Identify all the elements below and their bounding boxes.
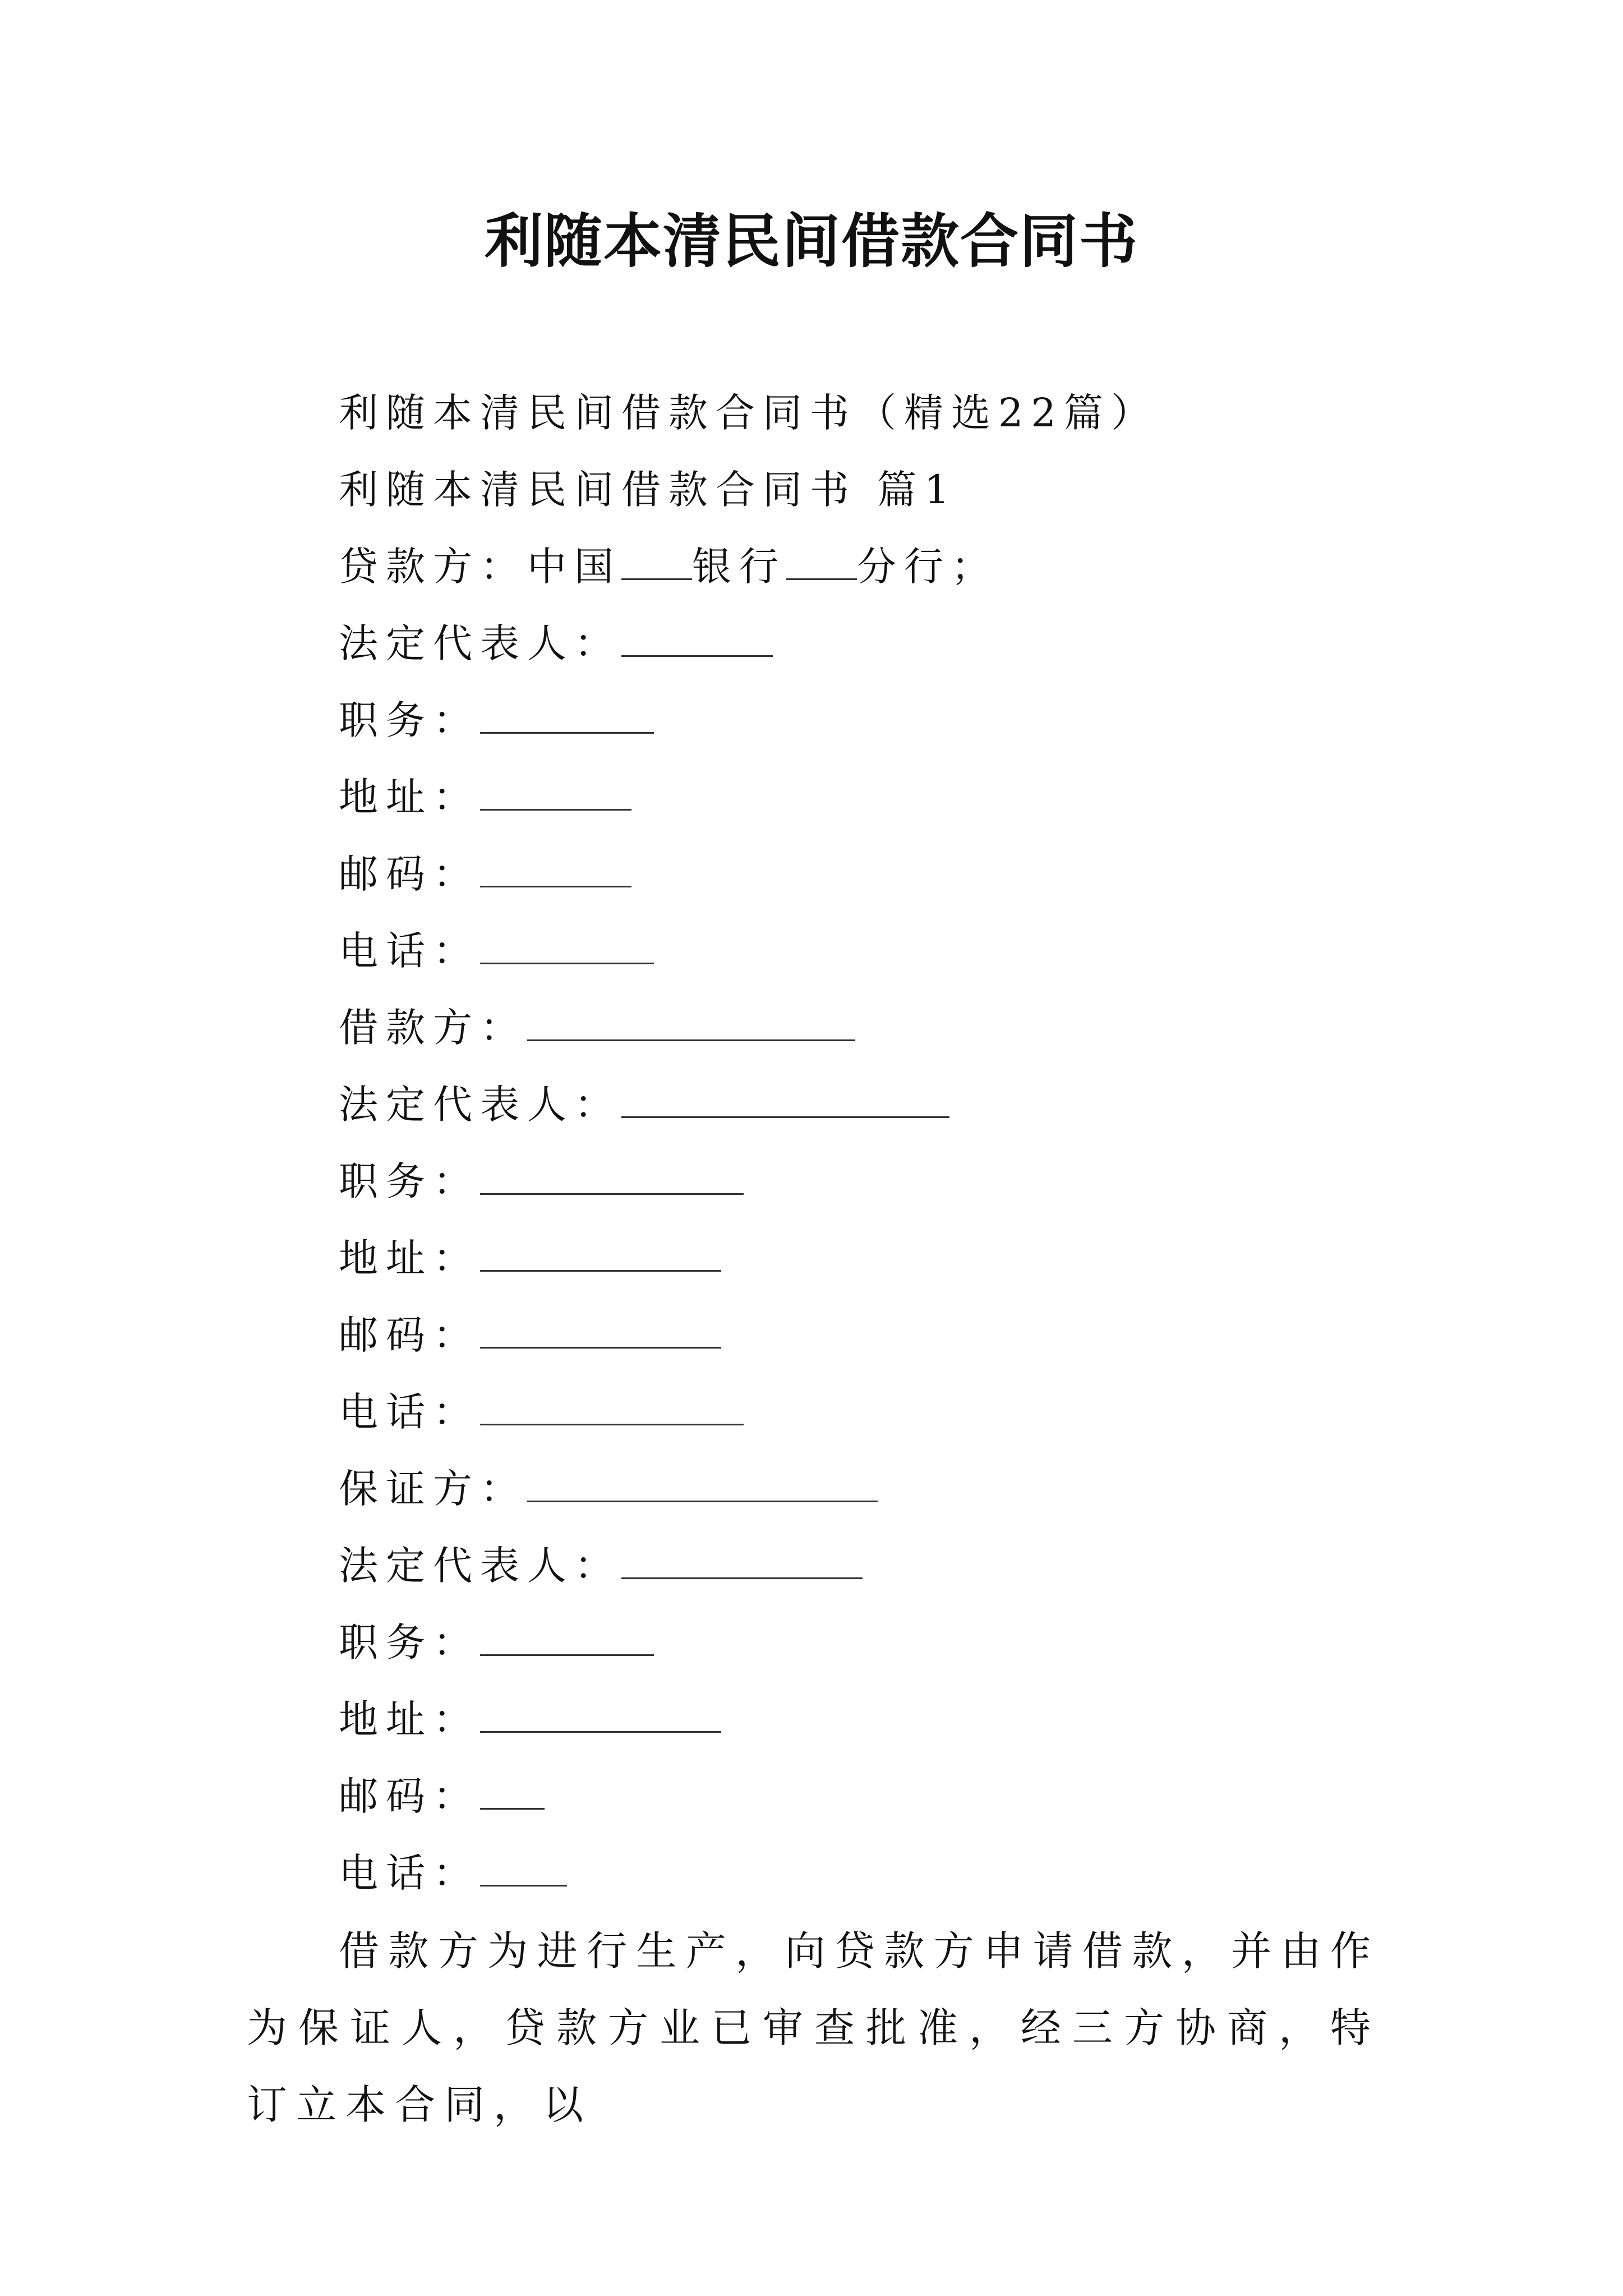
guarantor-line (339, 1461, 878, 1517)
lender-phone-line (339, 923, 654, 979)
lender-label: 贷款方：中国 (339, 544, 621, 590)
guarantor-rep-blank (621, 1543, 863, 1579)
body-paragraph: 借款方为进行生产，向贷款方申请借款，并由作为保证人，贷款方业已审查批准，经三方协商，特订立本合同，以 (247, 1927, 1380, 2128)
borrower-address-blank (480, 1235, 721, 1272)
borrower-postcode-blank (480, 1312, 721, 1349)
borrower-rep-label: 法定代表人： (339, 1082, 621, 1128)
lender-rep-blank (621, 620, 773, 657)
lender-position-label: 职务： (339, 697, 480, 743)
borrower-address-label: 地址： (339, 1235, 480, 1281)
guarantor-postcode-label: 邮码： (339, 1773, 480, 1819)
guarantor-position-blank (480, 1619, 654, 1656)
lender-rep-label: 法定代表人： (339, 620, 621, 666)
lender-postcode-label: 邮码： (339, 851, 480, 897)
lender-line (339, 539, 998, 595)
borrower-rep-line (339, 1076, 949, 1133)
guarantor-rep-label: 法定代表人： (339, 1543, 621, 1589)
lender-bank-blank (621, 544, 692, 580)
lender-position-line (339, 692, 654, 748)
lender-phone-blank (480, 928, 654, 964)
borrower-phone-line (339, 1384, 744, 1440)
borrower-line (339, 1000, 855, 1056)
guarantor-position-line (339, 1614, 654, 1671)
borrower-position-label: 职务： (339, 1158, 480, 1204)
lender-branch-label: 分行； (857, 544, 998, 590)
lender-position-blank (480, 697, 654, 734)
lender-bank-label: 银行 (692, 544, 786, 590)
document-title: 利随本清民间借款合同书 (484, 206, 1138, 275)
guarantor-name-blank (527, 1466, 878, 1502)
lender-address-blank (480, 774, 631, 811)
guarantor-address-label: 地址： (339, 1696, 480, 1742)
guarantor-phone-line (339, 1845, 567, 1901)
lender-rep-line (339, 615, 773, 671)
guarantor-position-label: 职务： (339, 1619, 480, 1665)
lender-postcode-blank (480, 851, 631, 887)
borrower-phone-label: 电话： (339, 1389, 480, 1435)
borrower-postcode-line (339, 1307, 721, 1363)
lender-phone-label: 电话： (339, 928, 480, 974)
borrower-position-line (339, 1153, 744, 1209)
guarantor-phone-blank (480, 1850, 567, 1887)
lender-address-line (339, 769, 631, 825)
lender-branch-blank (786, 544, 857, 580)
guarantor-postcode-blank (480, 1773, 545, 1810)
borrower-label: 借款方： (339, 1005, 527, 1051)
borrower-phone-blank (480, 1389, 744, 1425)
borrower-postcode-label: 邮码： (339, 1312, 480, 1358)
guarantor-address-blank (480, 1696, 721, 1733)
borrower-address-line (339, 1230, 721, 1286)
borrower-name-blank (527, 1005, 855, 1041)
borrower-position-blank (480, 1158, 744, 1195)
guarantor-address-line (339, 1691, 721, 1747)
document-subtitle: 利随本清民间借款合同书（精选22篇） (339, 390, 1159, 436)
guarantor-phone-label: 电话： (339, 1850, 480, 1896)
guarantor-postcode-line (339, 1768, 545, 1824)
guarantor-label: 保证方： (339, 1466, 527, 1512)
borrower-rep-blank (621, 1082, 949, 1118)
section-heading: 利随本清民间借款合同书 篇1 (339, 467, 957, 513)
lender-postcode-line (339, 846, 631, 902)
guarantor-rep-line (339, 1538, 863, 1594)
lender-address-label: 地址： (339, 774, 480, 820)
